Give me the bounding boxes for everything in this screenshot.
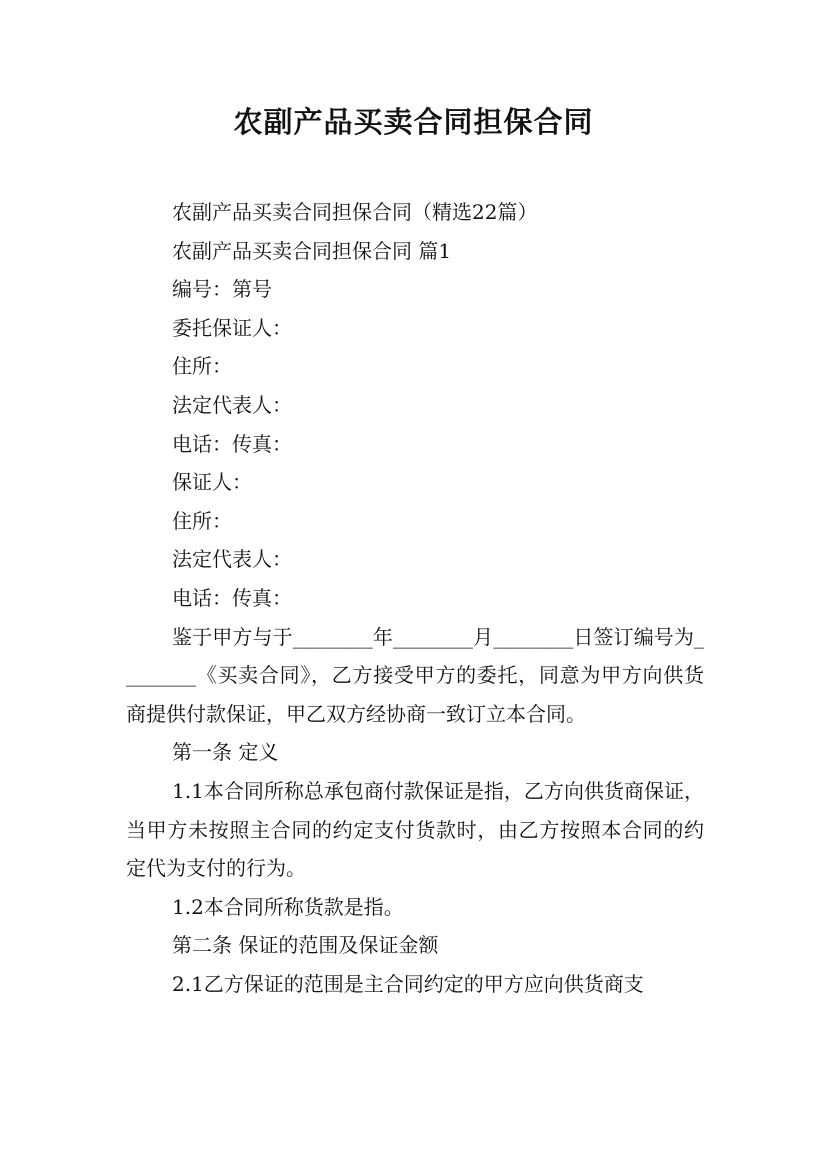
section-heading: 农副产品买卖合同担保合同 篇1 [172, 238, 452, 263]
document-body [126, 193, 704, 1003]
date-blank-month: ________ [392, 624, 473, 649]
document-title: 农副产品买卖合同担保合同 [233, 105, 594, 139]
legal-representative-line-2: 法定代表人： [172, 547, 292, 572]
preamble-text-5: 《买卖合同》，乙方接受甲方的委托，同意为甲方向供货商提供付款保证，甲乙双方经协商一致订立本合同。 [126, 663, 704, 726]
entrusting-guarantor-line: 委托保证人： [172, 315, 292, 340]
date-blank-year: ________ [292, 624, 373, 649]
address-line-2: 住所： [172, 508, 232, 533]
phone-fax-line-2: 电话：传真： [172, 585, 292, 610]
phone-fax-line-1: 电话：传真： [172, 431, 292, 456]
article-2-heading: 第二条 保证的范围及保证金额 [172, 933, 439, 958]
preamble-text-3: 月 [472, 624, 494, 649]
guarantor-line: 保证人： [172, 470, 252, 495]
legal-representative-line-1: 法定代表人： [172, 392, 292, 417]
article-1-heading: 第一条 定义 [172, 740, 279, 765]
clause-1-2: 1.2本合同所称货款是指。 [172, 894, 404, 919]
date-blank-day: ________ [493, 624, 574, 649]
document-subtitle: 农副产品买卖合同担保合同（精选22篇） [172, 200, 538, 224]
preamble-text-4: 日签订编号为 [573, 624, 695, 649]
contract-number-line: 编号：第号 [172, 277, 272, 302]
contract-number-blank: ________ [126, 624, 705, 688]
preamble-text-2: 年 [372, 624, 393, 649]
clause-1-1: 1.1本合同所称总承包商付款保证是指，乙方向供货商保证，当甲方未按照主合同的约定支付货款时，由乙方按照本合同的约定代为支付的行为。 [126, 778, 704, 881]
preamble-text-1: 鉴于甲方与于 [172, 624, 293, 649]
preamble-paragraph [126, 618, 704, 734]
clause-2-1: 2.1乙方保证的范围是主合同约定的甲方应向供货商支 [172, 971, 644, 996]
address-line-1: 住所： [172, 354, 232, 379]
